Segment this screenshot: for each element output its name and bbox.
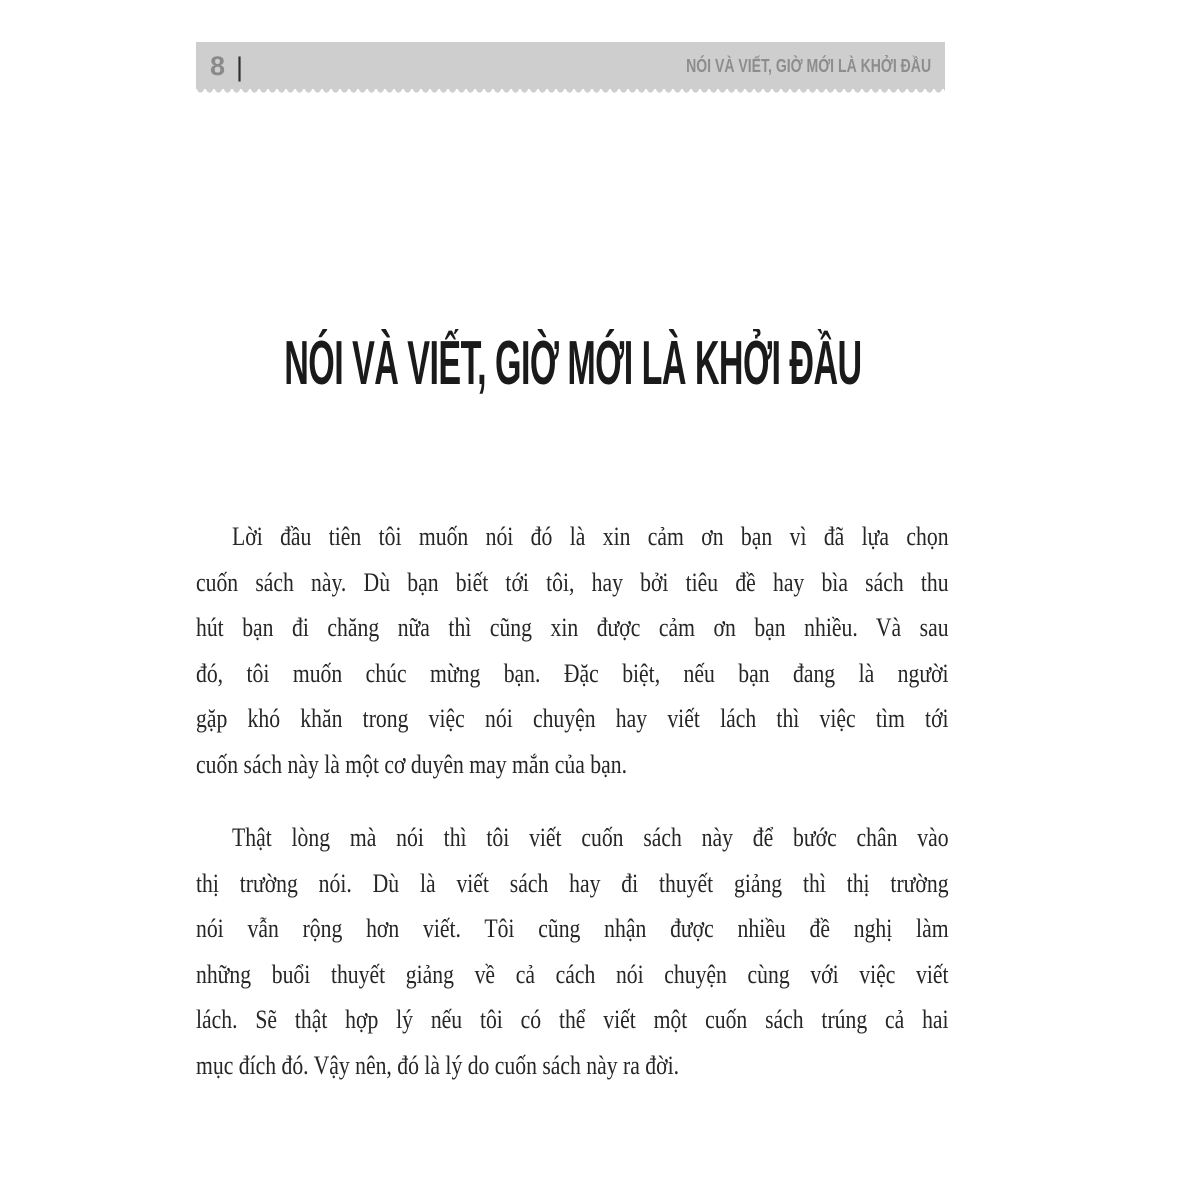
body-text <box>196 514 949 1116</box>
running-title-wrap <box>617 56 931 77</box>
text-line: gặp khó khăn trong việc nói chuyện hay viết lách thì việc tìm tới <box>196 703 949 733</box>
running-title: NÓI VÀ VIẾT, GIỜ MỚI LÀ KHỞI ĐẦU <box>686 56 931 76</box>
text-line: cuốn sách này. Dù bạn biết tới tôi, hay bởi tiêu đề hay bìa sách thu <box>196 566 949 597</box>
text-line: mục đích đó. Vậy nên, đó là lý do cuốn sách này ra đời. <box>196 1049 680 1080</box>
page-number-separator: | <box>236 52 244 82</box>
paragraph <box>196 514 949 787</box>
text-line: cuốn sách này là một cơ duyên may mắn của bạn. <box>196 748 628 779</box>
page-header <box>196 42 945 89</box>
text-line: hút bạn đi chăng nữa thì cũng xin được cảm ơn bạn nhiều. Và sau <box>196 612 949 642</box>
chapter-title-text: NÓI VÀ VIẾT, GIỜ MỚI LÀ KHỞI ĐẦU <box>283 328 862 398</box>
text-line: những buổi thuyết giảng về cả cách nói chuyện cùng với việc viết <box>196 958 949 989</box>
text-line: Thật lòng mà nói thì tôi viết cuốn sách này để bước chân vào <box>231 822 949 852</box>
text-line: Lời đầu tiên tôi muốn nói đó là xin cảm ơn bạn vì đã lựa chọn <box>231 521 949 551</box>
text-line: nói vẫn rộng hơn viết. Tôi cũng nhận được nhiều đề nghị làm <box>196 913 949 943</box>
paragraph <box>196 815 949 1088</box>
text-line: lách. Sẽ thật hợp lý nếu tôi có thể viết một cuốn sách trúng cả hai <box>196 1004 949 1034</box>
text-line: đó, tôi muốn chúc mừng bạn. Đặc biệt, nếu bạn đang là người <box>196 657 949 688</box>
text-line: thị trường nói. Dù là viết sách hay đi thuyết giảng thì thị trường <box>196 867 949 898</box>
chapter-title <box>196 320 949 406</box>
page-number: 8 <box>210 51 226 81</box>
page-number-group <box>210 53 243 80</box>
